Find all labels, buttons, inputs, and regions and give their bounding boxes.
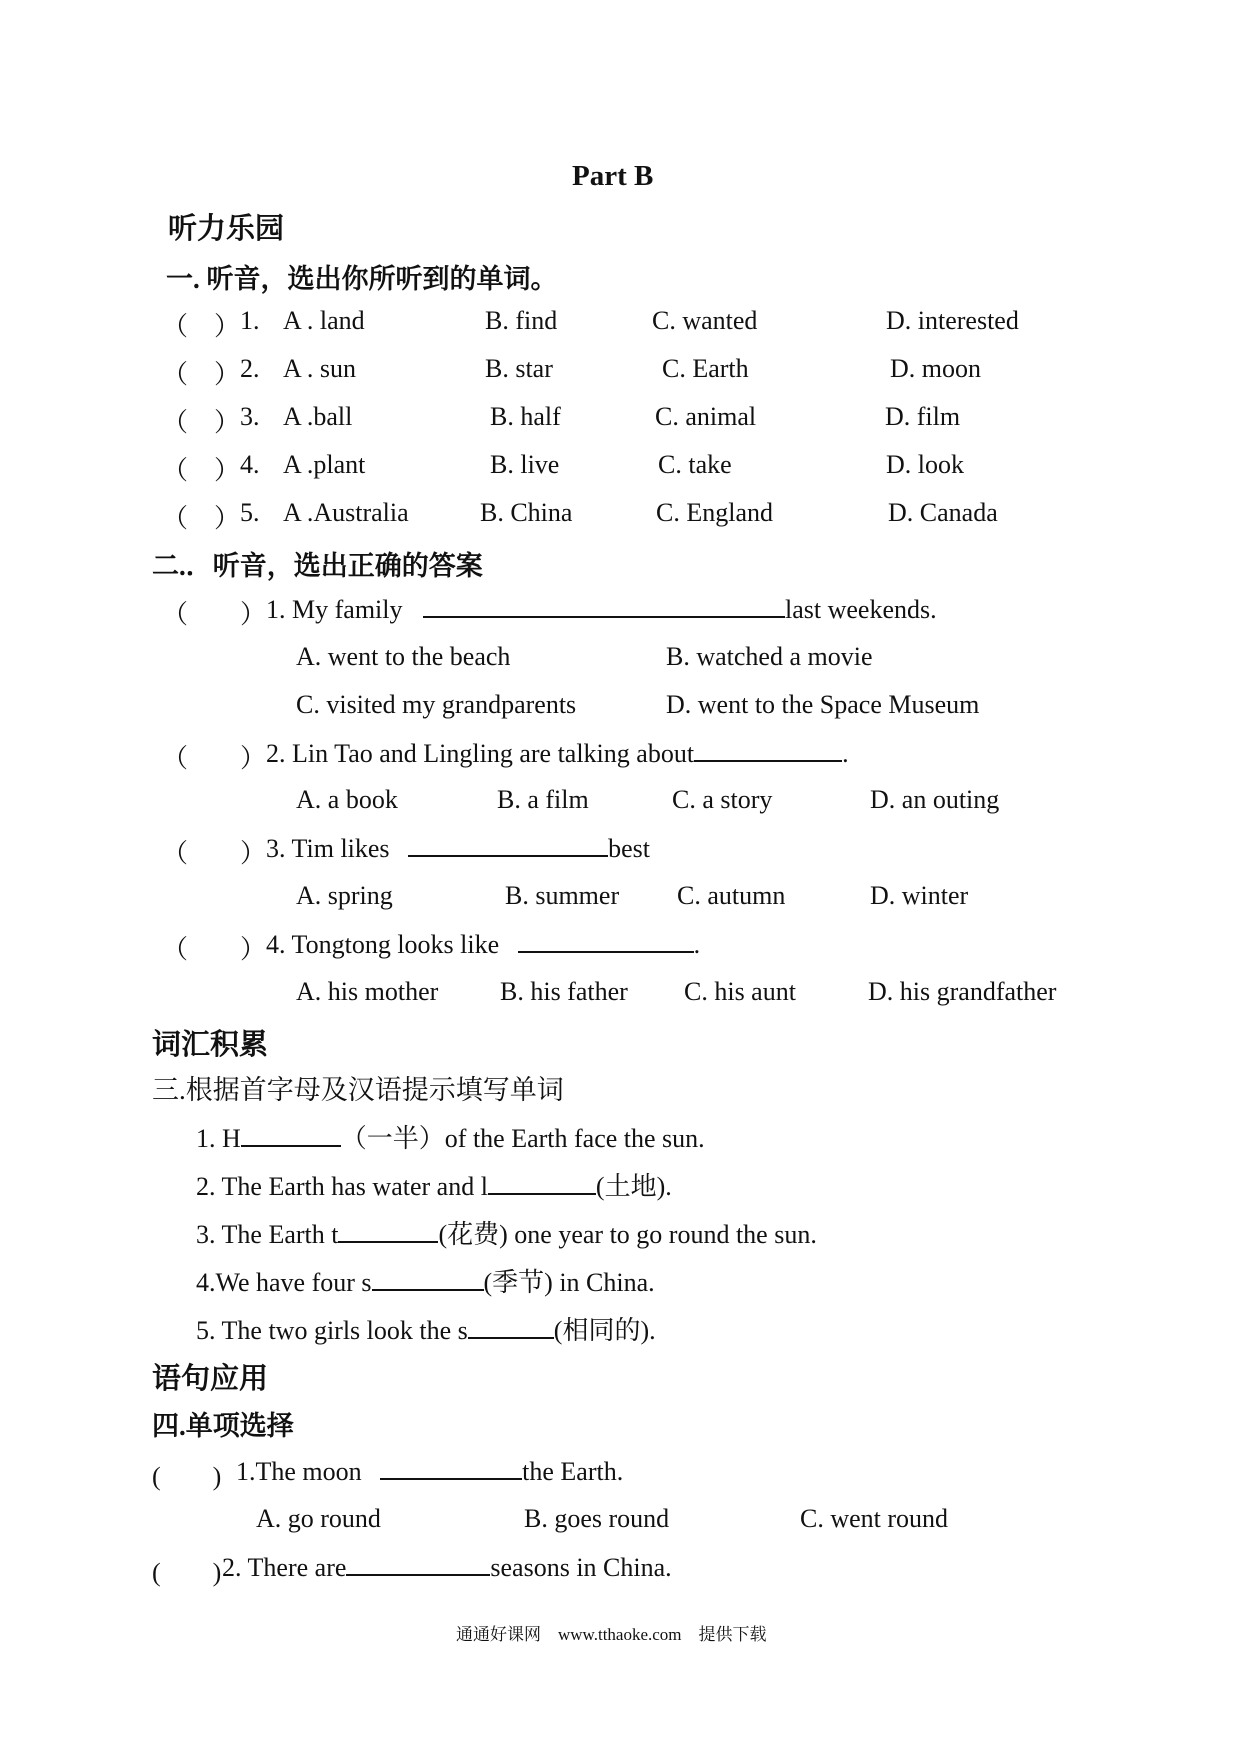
option-c: C. went round (800, 1504, 949, 1533)
answer-paren[interactable]: （ ） (162, 456, 241, 485)
option-b: B. watched a movie (666, 642, 873, 671)
answer-paren[interactable]: （ ） (162, 744, 267, 773)
item-suffix: (土地). (595, 1172, 672, 1201)
option-d: D. an outing (870, 785, 1000, 814)
option-d: D. look (886, 450, 964, 479)
list-item (196, 1118, 705, 1155)
item-prefix: 4.We have four s (196, 1268, 372, 1297)
option-b: B. China (480, 498, 573, 527)
question-text (266, 929, 700, 960)
option-a: A .Australia (283, 498, 409, 527)
item-number: 3. (240, 402, 260, 431)
option-a: A. his mother (296, 977, 439, 1006)
footer-credit: 通通好课网 www.tthaoke.com 提供下载 (456, 1625, 767, 1644)
option-c: C. a story (672, 785, 773, 814)
item-number: 1. (240, 306, 260, 335)
section4-instruction: 四.单项选择 (152, 1411, 294, 1441)
answer-blank[interactable] (338, 1219, 438, 1243)
option-b: B. half (490, 402, 561, 431)
option-b: B. find (485, 306, 558, 335)
option-b: B. a film (497, 785, 589, 814)
item-prefix: 5. The two girls look the s (196, 1316, 468, 1345)
item-suffix: (相同的). (553, 1316, 656, 1345)
answer-paren[interactable]: ( ) (152, 1462, 222, 1491)
item-prefix: 3. The Earth t (196, 1220, 339, 1249)
option-a: A. went to the beach (296, 642, 511, 671)
question-suffix: last weekends. (785, 595, 937, 624)
item-number: 2. (240, 354, 260, 383)
question-prefix: 2. There are (222, 1553, 347, 1582)
option-a: A . land (283, 306, 365, 335)
question-prefix: 4. Tongtong looks like (266, 930, 500, 959)
option-a: A .ball (283, 402, 353, 431)
question-text (266, 833, 650, 864)
answer-blank[interactable] (694, 738, 842, 762)
item-number: 5. (240, 498, 260, 527)
section-heading-sentences: 语句应用 (152, 1363, 269, 1395)
option-a: A. spring (296, 881, 393, 910)
item-suffix: (花费) one year to go round the sun. (438, 1220, 817, 1249)
answer-paren[interactable]: ( ) (152, 1558, 222, 1587)
answer-paren[interactable]: （ ） (162, 504, 241, 533)
option-a: A . sun (283, 354, 356, 383)
answer-paren[interactable]: （ ） (162, 935, 267, 964)
question-suffix: . (842, 739, 849, 768)
item-prefix: 2. The Earth has water and l (196, 1172, 488, 1201)
answer-blank[interactable] (380, 1456, 522, 1480)
option-d: D. interested (886, 306, 1019, 335)
list-item (196, 1214, 817, 1251)
section1-instruction: 一. 听音，选出你所听到的单词。 (166, 264, 558, 294)
answer-paren[interactable]: （ ） (162, 360, 241, 389)
question-text (266, 738, 849, 769)
answer-blank[interactable] (488, 1171, 596, 1195)
question-suffix: best (608, 834, 650, 863)
answer-blank[interactable] (423, 594, 785, 618)
item-suffix: （一半）of the Earth face the sun. (340, 1124, 705, 1153)
question-prefix: 1. My family (266, 595, 403, 624)
item-suffix: (季节) in China. (483, 1268, 655, 1297)
answer-blank[interactable] (408, 833, 608, 857)
option-c: C. take (658, 450, 732, 479)
option-c: C. Earth (662, 354, 749, 383)
section2-instruction: 二.．听音，选出正确的答案 (152, 551, 483, 581)
list-item (196, 1166, 672, 1203)
answer-blank[interactable] (372, 1267, 484, 1291)
option-d: D. film (885, 402, 961, 431)
answer-paren[interactable]: （ ） (162, 600, 267, 629)
option-c: C. his aunt (684, 977, 796, 1006)
option-c: C. England (656, 498, 773, 527)
option-b: B. goes round (524, 1504, 670, 1533)
question-prefix: 2. Lin Tao and Lingling are talking about (266, 739, 695, 768)
option-b: B. live (490, 450, 560, 479)
item-prefix: 1. H (196, 1124, 241, 1153)
answer-blank[interactable] (518, 929, 694, 953)
item-number: 4. (240, 450, 260, 479)
answer-blank[interactable] (468, 1315, 554, 1339)
question-suffix: . (693, 930, 701, 959)
option-b: B. his father (500, 977, 628, 1006)
question-suffix: the Earth. (522, 1457, 624, 1486)
option-d: D. moon (890, 354, 981, 383)
option-d: D. winter (870, 881, 969, 910)
option-a: A. a book (296, 785, 398, 814)
question-text (266, 594, 937, 625)
list-item (196, 1262, 655, 1299)
answer-blank[interactable] (346, 1552, 490, 1576)
option-d: D. his grandfather (868, 977, 1057, 1006)
option-b: B. star (485, 354, 553, 383)
section-heading-vocabulary: 词汇积累 (152, 1029, 269, 1061)
option-c: C. wanted (652, 306, 758, 335)
page-title: Part B (572, 160, 654, 192)
option-a: A .plant (283, 450, 366, 479)
option-d: D. went to the Space Museum (666, 690, 980, 719)
question-text (236, 1456, 623, 1487)
option-a: A. go round (256, 1504, 381, 1533)
answer-paren[interactable]: （ ） (162, 408, 241, 437)
list-item (196, 1310, 656, 1347)
question-text (222, 1552, 672, 1583)
question-prefix: 1.The moon (236, 1457, 362, 1486)
option-c: C. autumn (677, 881, 786, 910)
option-c: C. visited my grandparents (296, 690, 577, 719)
question-prefix: 3. Tim likes (266, 834, 390, 863)
section-heading-listening: 听力乐园 (168, 213, 285, 245)
option-b: B. summer (505, 881, 620, 910)
section3-instruction: 三.根据首字母及汉语提示填写单词 (152, 1075, 564, 1105)
option-c: C. animal (655, 402, 757, 431)
option-d: D. Canada (888, 498, 998, 527)
answer-paren[interactable]: （ ） (162, 312, 241, 341)
question-suffix: seasons in China. (490, 1553, 672, 1582)
answer-blank[interactable] (241, 1123, 341, 1147)
answer-paren[interactable]: （ ） (162, 839, 267, 868)
